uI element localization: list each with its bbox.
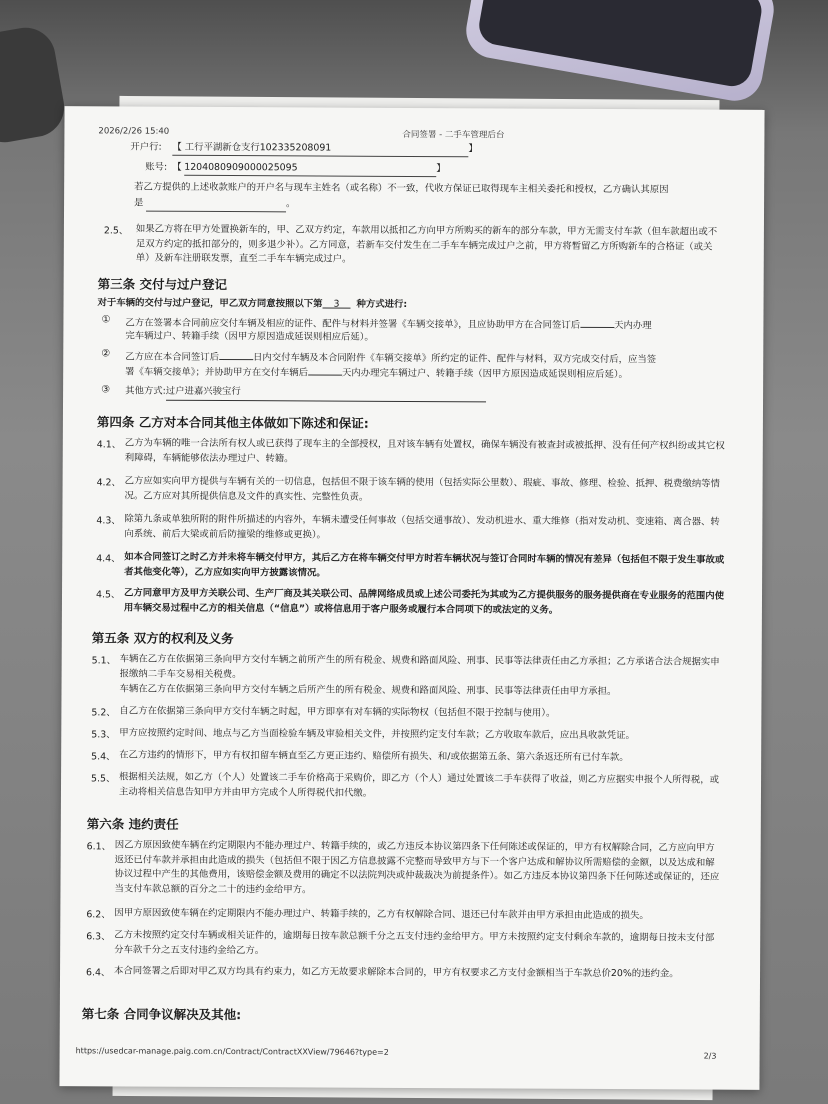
clause-6-3: 乙方未按照约定交付车辆或相关证件的，逾期每日按车款总额千分之五支付违约金给甲方。甲方未按照约定支付剩余车款的，逾期每日按未支付部分车款千分之五支付违约金给乙方。 (114, 929, 715, 956)
bank-label: 开户行: (130, 141, 162, 153)
clause-5-3: 甲方应按照约定时间、地点与乙方当面检验车辆及审验相关文件，并按照约定支付车款；乙方收取车款后，应出具收款凭证。 (119, 727, 635, 742)
clause-4-1: 乙方为车辆的唯一合法所有权人或已获得了现车主的全部授权，且对该车辆有处置权，确保车辆没有被查封或被抵押、没有任何产权纠纷或其它权利障碍，车辆能够依法办理过户、转籍。 (124, 437, 725, 464)
contract-page: 2026/2/26 15:40 合同签署 - 二手车管理后台 开户行: 【 工行平湖新仓支行102335208091 】 账号: 【 1204080909000025095 】 若乙方提供的上述收款账户的开户名与现车主姓名（或名称）不一致，代收方保证已取得现车主相关委托和授权，乙方确认其原因 是 。 2.5、 如果乙方将在甲方处置换新车的，甲、乙双方约定，车款用以抵扣乙方向甲方所购买的新车的部分车款，甲方无需支付车款（但车款超出或不足双方约定的抵扣部分的，则多退少补）。乙方同意，若新车交付发生在二手车车辆完成过户之前，甲方将暂留乙方所购新车的合格证（或关单）及新车注册联发票，直至二手车车辆完成过户。 第三条 交付与过户登记 对于车辆的交付与过户登记，甲乙双方同意按照以下第 3 种方式进行: ① 乙方在签署本合同前应交付车辆及相应的证件、配件与材料并签署《车辆交接单》，且应协助甲方在合同签订后 天内办理 完车辆过户、转籍手续（因甲方原因造成延误则相应后延）。 ② 乙方应在本合同签订后 日内交付车辆及本合同附件《车辆交接单》所约定的证件、配件与材料，双方完成交付后，应当签 署《车辆交接单》；并协助甲方在交付车辆后 天内办理完车辆过户、转籍手续（因甲方原因造成延误则相应后延）。 ③ 其他方式:过户进嘉兴骏宝行 第四条 乙方对本合同其他主体做如下陈述和保证: 4.1、 乙方为车辆的唯一合法所有权人或已获得了现车主的全部授权，且对该车辆有处置权，确保车辆没有被查封或被抵押、没有任何产权纠纷或其它权利障碍，车辆能够依法办理过户、转籍。 4.2、 乙方应如实向甲方提供与车辆有关的一切信息，包括但不限于该车辆的使用（包括实际公里数）、瑕疵、事故、修理、检验、抵押、税费缴纳等情况。乙方应对其所提供信息及文件的真实性、完整性负责。 4.3、 除第九条或单独所附的附件所描述的内容外，车辆未遭受任何事故（包括交通事故）、发动机进水、重大维修（指对发动机、变速箱、离合器、转向系统、前后大梁或前后防撞梁的维修或更换）。 4.4、 如本合同签订之时乙方并未将车辆交付甲方，其后乙方在将车辆交付甲方时若车辆状况与签订合同时车辆的情况有差异（包括但不限于发生事故或者其他变化等），乙方应如实向甲方披露该情况。 4.5、 乙方同意甲方及甲方关联公司、生产厂商及其关联公司、品牌网络成员或上述公司委托为其或为乙方提供服务的服务提供商在专业服务的范围内使用车辆交易过程中乙方的相关信息（“信息”）或将信息用于客户服务或履行本合同项下的或法定的义务。 第五条 双方的权利及义务 5.1、 车辆在乙方在依据第三条向甲方交付车辆之前所产生的所有税金、规费和路面风险、刑事、民事等法律责任由乙方承担；乙方承诺合法合规据实申报缴纳二手车交易相关税费。 车辆在乙方在依据第三条向甲方交付车辆之后所产生的所有税金、规费和路面风险、刑事、民事等法律责任由甲方承担。 5.2、 自乙方在依据第三条向甲方交付车辆之时起，甲方即享有对车辆的实际物权（包括但不限于控制与使用）。 5.3、 甲方应按照约定时间、地点与乙方当面检验车辆及审验相关文件，并按照约定支付车款；乙方收取车款后，应出具收款凭证。 5.4、 在乙方违约的情形下，甲方有权扣留车辆直至乙方更正违约、赔偿所有损失、和/或依据第五条、第六条返还所有已付车款。 5.5、 根据相关法规，如乙方（个人）处置该二手车价格高于采购价，即乙方（个人）通过处置该二手车获得了收益，则乙方应据实申报个人所得税，或主动将相关信息告知甲方并由甲方完成个人所得税代扣代缴。 第六条 违约责任 6.1、 因乙方原因致使车辆在约定期限内不能办理过户、转籍手续的，或乙方违反本协议第四条下任何陈述或保证的，甲方有权解除合同，乙方应向甲方返还已付车款并承担由此造成的损失（包括但不限于因乙方信息披露不完整而导致甲方与下一个客户达成和解协议所需赔偿的金额，以及达成和解协议过程中产生的其他费用，该赔偿金额及费用的确定不以法院判决或仲裁裁决为前提条件）。如乙方违反本协议第四条下任何陈述或保证的，还应当支付车款总额的百分之二十的违约金给甲方。 6.2、 因甲方原因致使车辆在约定期限内不能办理过户、转籍手续的，乙方有权解除合同、退还已付车款并由甲方承担由此造成的损失。 6.3、 乙方未按照约定交付车辆或相关证件的，逾期每日按车款总额千分之五支付违约金给甲方。甲方未按照约定支付剩余车款的，逾期每日按未支付部分车款千分之五支付违约金给乙方。 6.4、 本合同签署之后即对甲乙双方均具有约束力，如乙方无故要求解除本合同的，甲方有权要求乙方支付金额相当于车款总价20%的违约金。 第七条 合同争议解决及其他: https://usedcar-manage.paig.com.cn/Contract/ContractXXView/79646?type=2 2/3 (59, 106, 764, 1090)
section-3-option-number: 3 (323, 298, 351, 309)
option-3: 其他方式:过户进嘉兴骏宝行 (125, 384, 486, 401)
section-4-title: 第四条 乙方对本合同其他主体做如下陈述和保证: (96, 414, 369, 431)
clause-6-4: 本合同签署之后即对甲乙双方均具有约束力，如乙方无故要求解除本合同的，甲方有权要求乙方支付金额相当于车款总价20%的违约金。 (114, 965, 679, 980)
clause-4-4: 如本合同签订之时乙方并未将车辆交付甲方，其后乙方在将车辆交付甲方时若车辆状况与签订合同时车辆的情况有差异（包括但不限于发生事故或者其他变化等），乙方应如实向甲方披露该情况。 (124, 551, 725, 579)
account-underline (184, 175, 436, 177)
clause-4-3: 除第九条或单独所附的附件所描述的内容外，车辆未遭受任何事故（包括交通事故）、发动机进水、重大维修（指对发动机、变速箱、离合器、转向系统、前后大梁或前后防撞梁的维修或更换）。 (124, 513, 720, 541)
section-6-title: 第六条 违约责任 (86, 816, 179, 832)
reason-underline (146, 211, 286, 213)
reason-prefix: 是 (134, 197, 144, 209)
print-datetime: 2026/2/26 15:40 (98, 126, 170, 137)
bank-value: 【 工行平湖新仓支行102335208091 (172, 141, 332, 154)
bank-underline (172, 155, 468, 158)
mismatch-note: 若乙方提供的上述收款账户的开户名与现车主姓名（或名称）不一致，代收方保证已取得现车主相关委托和授权，乙方确认其原因 (134, 181, 669, 196)
section-3-title: 第三条 交付与过户登记 (97, 276, 228, 293)
page-url: https://usedcar-manage.paig.com.cn/Contract/ContractXXView/79646?type=2 (75, 1046, 389, 1057)
clause-4-5: 乙方同意甲方及甲方关联公司、生产厂商及其关联公司、品牌网络成员或上述公司委托为其或为乙方提供服务的服务提供商在专业服务的范围内使用车辆交易过程中乙方的相关信息（“信息”）或将信息用于客户服务或履行本合同项下的或法定的义务。 (123, 587, 725, 616)
clause-6-2: 因甲方原因致使车辆在约定期限内不能办理过户、转籍手续的，乙方有权解除合同、退还已付车款并由甲方承担由此造成的损失。 (114, 907, 649, 922)
account-label: 账号: (145, 161, 168, 173)
option-3-value: 过户进嘉兴骏宝行 (166, 385, 486, 402)
clause-6-1: 因乙方原因致使车辆在约定期限内不能办理过户、转籍手续的，或乙方违反本协议第四条下任何陈述或保证的，甲方有权解除合同，乙方应向甲方返还已付车款并承担由此造成的损失（包括但不限于因乙方信息披露不完整而导致甲方与下一个客户达成和解协议所需赔偿的金额，以及达成和解协议过程中产生的其他费用，该赔偿金额及费用的确定不以法院判决或仲裁裁决为前提条件）。如乙方违反本协议第四条下任何陈述或保证的，还应当支付车款总额的百分之二十的违约金给甲方。 (114, 839, 720, 895)
section-7-title: 第七条 合同争议解决及其他: (81, 1006, 242, 1023)
option-1: 乙方在签署本合同前应交付车辆及相应的证件、配件与材料并签署《车辆交接单》，且应协助甲方在合同签订后 天内办理 (125, 317, 652, 332)
clause-5-2: 自乙方在依据第三条向甲方交付车辆之时起，甲方即享有对车辆的实际物权（包括但不限于控制与使用）。 (119, 705, 556, 719)
account-value: 1204080909000025095 (184, 161, 298, 174)
clause-5-1b: 车辆在乙方在依据第三条向甲方交付车辆之后所产生的所有税金、规费和路面风险、刑事、民事等法律责任由甲方承担。 (119, 683, 617, 698)
site-title: 合同签署 - 二手车管理后台 (402, 129, 505, 141)
page-number: 2/3 (703, 1051, 717, 1061)
section-3-intro: 对于车辆的交付与过户登记，甲乙双方同意按照以下第 3 种方式进行: (97, 297, 408, 310)
clause-2-5: 如果乙方将在甲方处置换新车的，甲、乙双方约定，车款用以抵扣乙方向甲方所购买的新车的部分车款，甲方无需支付车款（但车款超出或不足双方约定的抵扣部分的，则多退少补）。乙方同意，若新车交付发生在二手车车辆完成过户之前，甲方将暂留乙方所购新车的合格证（或关单）及新车注册联发票，直至二手车车辆完成过户。 (135, 223, 718, 265)
option-2: 乙方应在本合同签订后 日内交付车辆及本合同附件《车辆交接单》所约定的证件、配件与材料，双方完成交付后，应当签 (125, 348, 656, 367)
section-5-title: 第五条 双方的权利及义务 (91, 630, 234, 647)
clause-5-4: 在乙方违约的情形下，甲方有权扣留车辆直至乙方更正违约、赔偿所有损失、和/或依据第五条、第六条返还所有已付车款。 (119, 749, 629, 764)
clause-5-5: 根据相关法规，如乙方（个人）处置该二手车价格高于采购价，即乙方（个人）通过处置该二手车获得了收益，则乙方应据实申报个人所得税，或主动将相关信息告知甲方并由甲方完成个人所得税代扣代缴。 (118, 771, 720, 799)
clause-5-1a: 车辆在乙方在依据第三条向甲方交付车辆之前所产生的所有税金、规费和路面风险、刑事、民事等法律责任由乙方承担；乙方承诺合法合规据实申报缴纳二手车交易相关税费。 (119, 653, 720, 680)
clause-4-2: 乙方应如实向甲方提供与车辆有关的一切信息，包括但不限于该车辆的使用（包括实际公里数）、瑕疵、事故、修理、检验、抵押、税费缴纳等情况。乙方应对其所提供信息及文件的真实性、完整性负责。 (124, 475, 720, 503)
